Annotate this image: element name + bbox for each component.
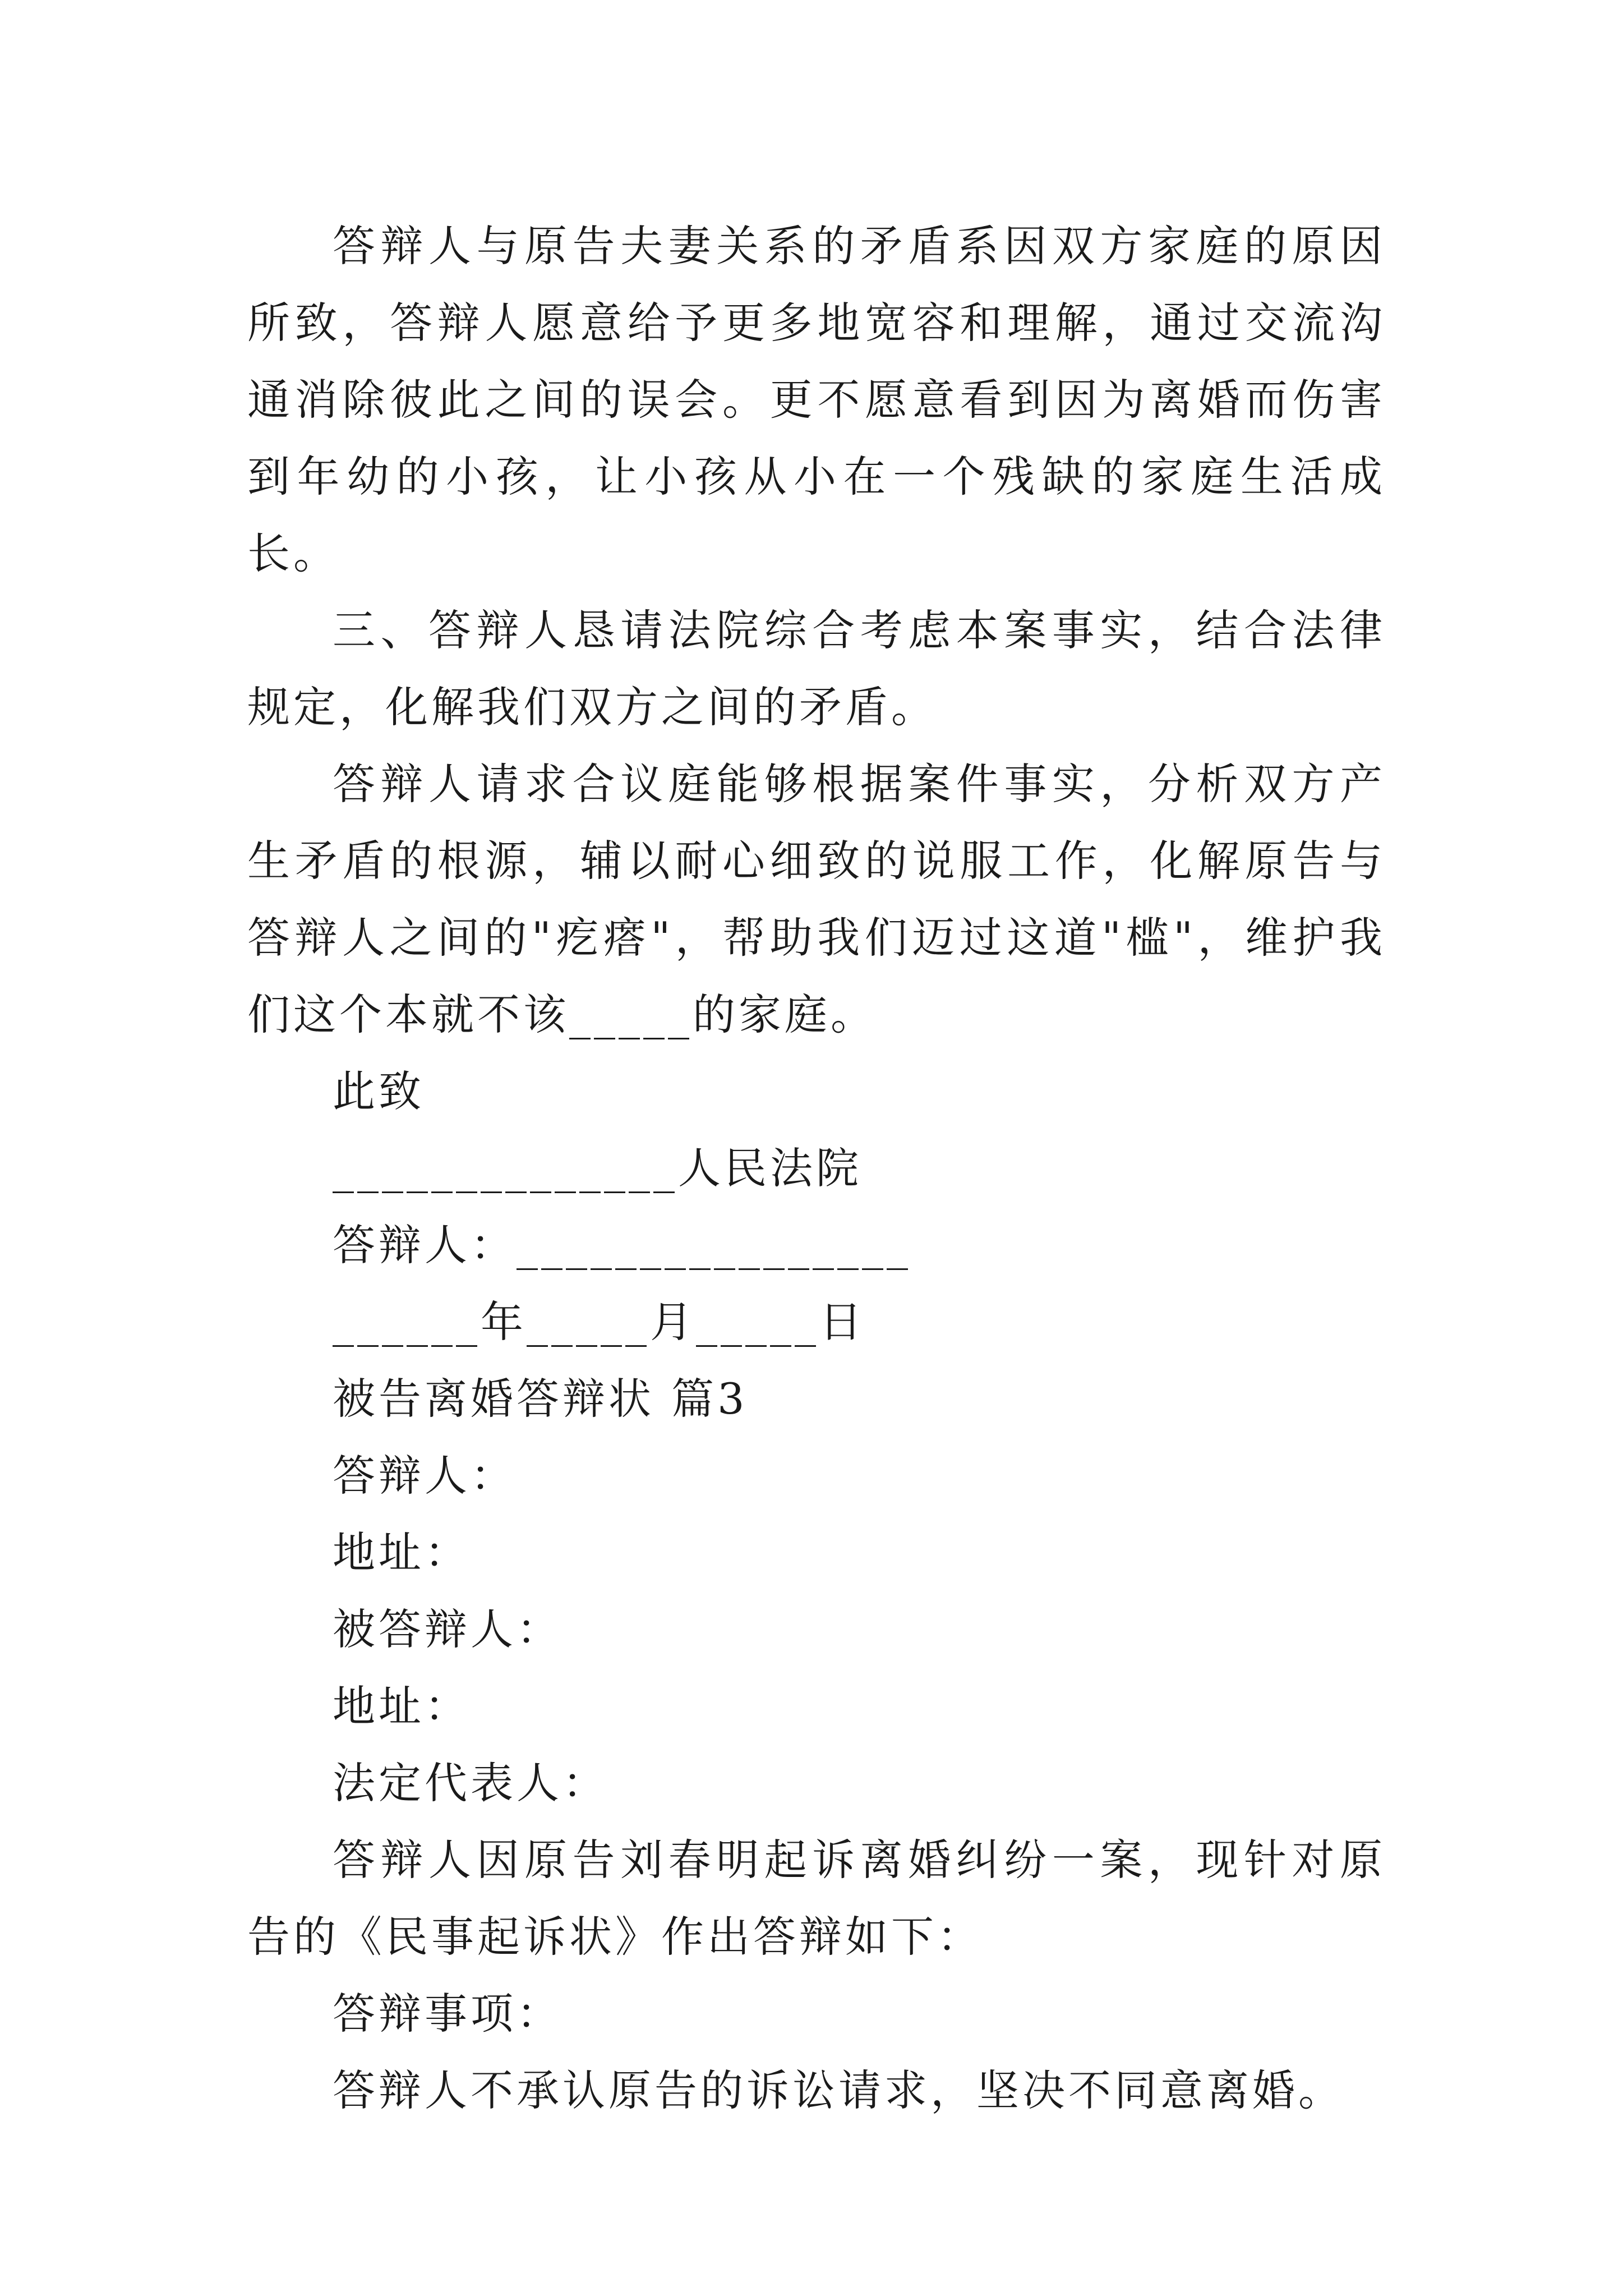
court-name-line: ______________人民法院 — [333, 1143, 862, 1193]
paragraph-intro: 答辩人因原告刘春明起诉离婚纠纷一案，现针对原告的《民事起诉状》作出答辩如下： — [247, 1835, 1386, 1962]
date-line: ______年_____月_____日 — [333, 1297, 865, 1347]
matters-text: 答辩人不承认原告的诉讼请求，坚决不同意离婚。 — [333, 2065, 1344, 2115]
respondent-signature-line: 答辩人：________________ — [333, 1220, 911, 1270]
paragraph-request-to-court: 答辩人请求合议庭能够根据案件事实，分析双方产生矛盾的根源，辅以耐心细致的说服工作，化解原告与答辩人之间的"疙瘩"，帮助我们迈过这道"槛"，维护我们这个本就不该_____的家庭。 — [247, 759, 1386, 1039]
field-address-respondent: 地址： — [333, 1527, 471, 1577]
paragraph-marital-conflict: 答辩人与原告夫妻关系的矛盾系因双方家庭的原因所致，答辩人愿意给予更多地宽容和理解，通过交流沟通消除彼此之间的误会。更不愿意看到因为离婚而伤害到年幼的小孩，让小孩从小在一个残缺的家庭生活成长。 — [247, 221, 1386, 578]
field-legal-representative: 法定代表人： — [333, 1758, 608, 1808]
field-defendant: 被答辩人： — [333, 1604, 562, 1654]
section-title: 被告离婚答辩状 篇3 — [333, 1374, 748, 1424]
paragraph-section-three: 三、答辩人恳请法院综合考虑本案事实，结合法律规定，化解我们双方之间的矛盾。 — [247, 605, 1386, 732]
matters-heading: 答辩事项： — [333, 1989, 562, 2039]
field-address-defendant: 地址： — [333, 1681, 471, 1731]
document-body — [247, 208, 1386, 2129]
closing-salutation: 此致 — [333, 1066, 425, 1116]
field-respondent: 答辩人： — [333, 1451, 517, 1501]
